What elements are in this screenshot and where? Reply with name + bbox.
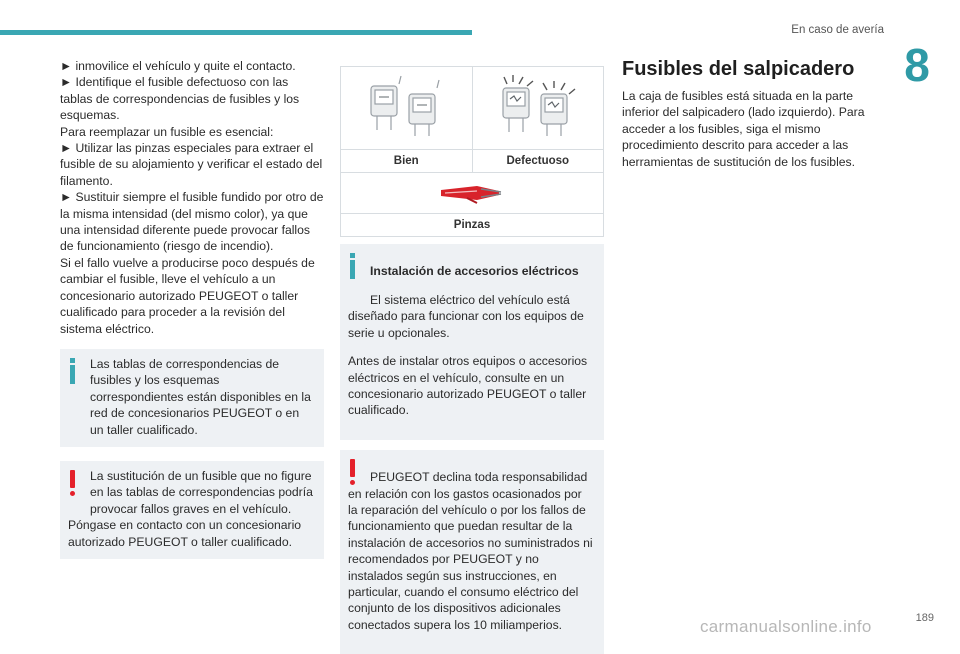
info-note-text: Las tablas de correspondencias de fusibles y los esquemas correspondientes están disponibles en la red de concesionarios PEUGEOT o en un taller cualificado. — [90, 356, 311, 437]
watermark-text: carmanualsonline.info — [700, 617, 872, 636]
warning-icon — [346, 459, 360, 487]
column-2-notes — [340, 244, 604, 654]
column-1 — [60, 58, 324, 559]
pliers-image — [341, 173, 603, 213]
responsibility-warning-note — [340, 450, 604, 654]
column-3 — [622, 58, 867, 170]
info-icon — [346, 253, 360, 281]
warning-note-text: Póngase en contacto con un concesionario autorizado PEUGEOT o taller cualificado. — [68, 518, 302, 549]
warning-note-text: La sustitución de un fusible que no figure en las tablas de correspondencias podría provocar fallos graves en el vehículo. — [90, 468, 313, 516]
info-note — [60, 349, 324, 447]
pliers-label: Pinzas — [453, 219, 491, 231]
good-fuse-label: Bien — [393, 155, 419, 167]
paragraph: Si el fallo vuelve a producirse poco después de cambiar el fusible, lleve el vehículo a un concesionario autorizado PEUGEOT o taller cualificado para proceder a la revisión del sistema eléctrico. — [60, 255, 315, 336]
good-fuse-image — [341, 67, 472, 149]
paragraph: ► Identifique el fusible defectuoso con las tablas de correspondencias de fusibles y los esquemas. — [60, 75, 300, 123]
accessories-note-title: Instalación de accesorios eléctricos — [370, 264, 579, 279]
warning-icon — [66, 470, 80, 498]
chapter-header-title: En caso de avería — [791, 24, 884, 36]
info-icon — [66, 358, 80, 386]
paragraph: Para reemplazar un fusible es esencial: — [60, 124, 274, 139]
good-fuse-illustration — [361, 72, 451, 144]
fuse-state-table — [340, 66, 604, 237]
accessories-info-note — [340, 244, 604, 440]
paragraph: ► inmovilice el vehículo y quite el contacto. — [60, 59, 296, 73]
accessories-note-text: Antes de instalar otros equipos o accesorios eléctricos en el vehículo, consulte en un concesionario autorizado PEUGEOT o taller cualificado. — [348, 354, 588, 418]
bad-fuse-label: Defectuoso — [472, 150, 604, 172]
accessories-note-text: El sistema eléctrico del vehículo está diseñado para funcionar con los equipos de serie u opcionales. — [348, 292, 584, 340]
section-text: La caja de fusibles está situada en la parte inferior del salpicadero (lado izquierdo). Para acceder a los fusibles, siga el mismo procedimiento descrito para acceder a las herramientas de sustitución de los fusibles. — [622, 89, 865, 169]
paragraph: ► Sustituir siempre el fusible fundido por otro de la misma intensidad (del mismo color), ya que una intensidad diferente puede provocar fallos de funcionamiento (riesgo de incendio). — [60, 190, 324, 254]
section-title: Fusibles del salpicadero — [622, 58, 855, 80]
bad-fuse-illustration — [493, 72, 583, 144]
top-accent-bar — [0, 30, 472, 35]
paragraph: ► Utilizar las pinzas especiales para extraer el fusible de su alojamiento y verificar el estado del filamento. — [60, 141, 323, 188]
bad-fuse-image — [472, 67, 604, 149]
page-number: 189 — [915, 612, 934, 624]
chapter-number: 8 — [904, 39, 930, 91]
pliers-illustration — [437, 180, 507, 206]
responsibility-note-text: PEUGEOT declina toda responsabilidad en relación con los gastos ocasionados por la reparación del vehículo o por los fallos de funcionamiento que puedan resultar de la instalación de accesorios no suministrados ni recomendados por PEUGEOT y no instalados según sus instrucciones, en particular, cuando el consumo eléctrico del conjunto de los dispositivos adicionales conectados supera los 10 miliamperios. — [348, 470, 593, 632]
warning-note — [60, 461, 324, 559]
